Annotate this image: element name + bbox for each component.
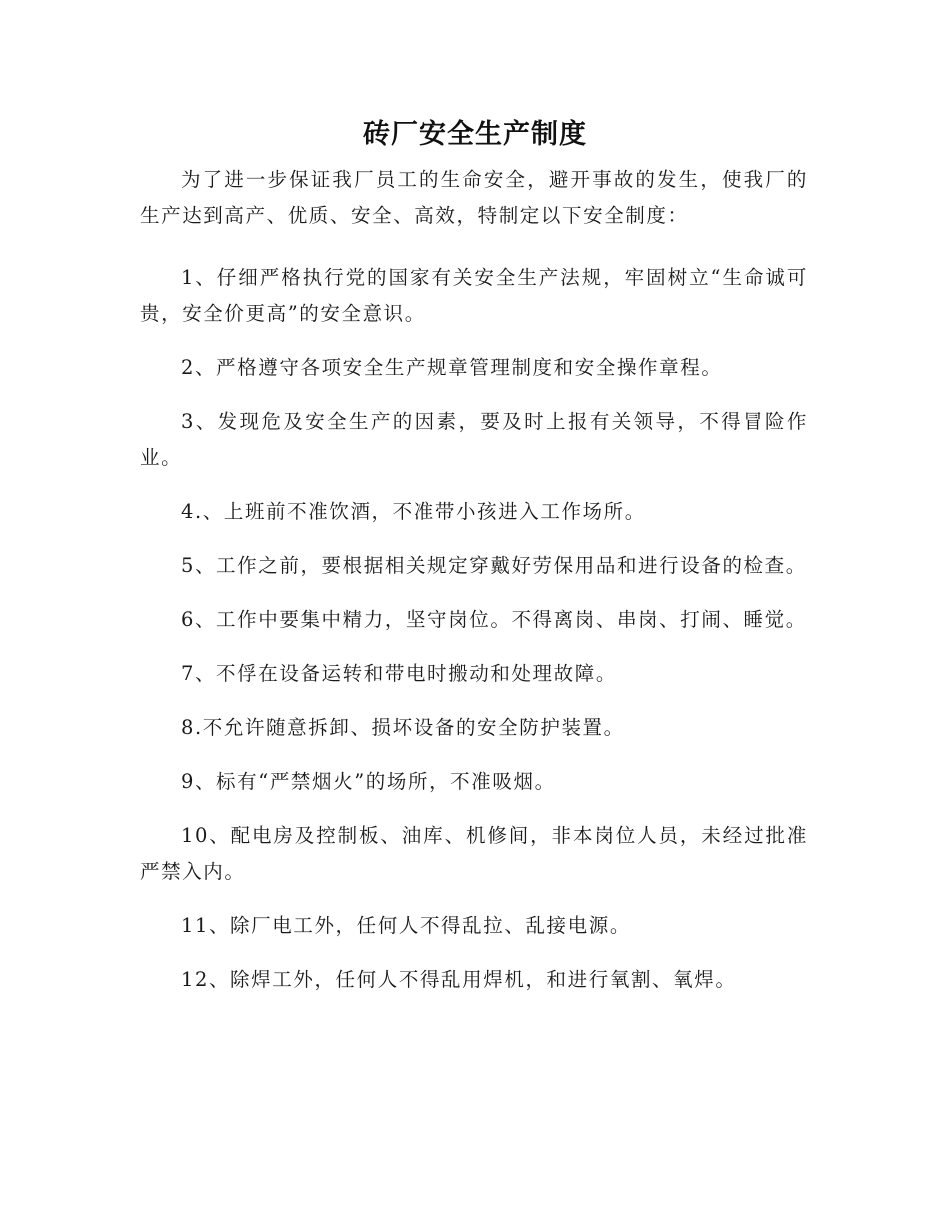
rule-paragraph-10: 10、配电房及控制板、油库、机修间，非本岗位人员，未经过批准严禁入内。 [140, 824, 808, 883]
document-title: 砖厂安全生产制度 [363, 119, 587, 150]
rule-paragraph-5: 5、工作之前，要根据相关规定穿戴好劳保用品和进行设备的检查。 [180, 554, 807, 577]
rule-paragraph-7: 7、不俘在设备运转和带电时搬动和处理故障。 [180, 662, 617, 685]
document-body [140, 162, 808, 1016]
rule-paragraph-4: 4.、上班前不准饮酒，不准带小孩进入工作场所。 [180, 500, 646, 523]
rule-paragraph-3: 3、发现危及安全生产的因素，要及时上报有关领导，不得冒险作业。 [140, 410, 808, 469]
intro-paragraph: 为了进一步保证我厂员工的生命安全，避开事故的发生，使我厂的生产达到高产、优质、安全、高效，特制定以下安全制度： [140, 168, 808, 227]
rule-paragraph-8: 8.不允许随意拆卸、损坏设备的安全防护装置。 [180, 716, 625, 739]
rule-paragraph-1: 1、仔细严格执行党的国家有关安全生产法规，牢固树立“生命诚可贵，安全价更高”的安全意识。 [140, 266, 808, 325]
rule-paragraph-2: 2、严格遵守各项安全生产规章管理制度和安全操作章程。 [180, 356, 723, 379]
rule-paragraph-9: 9、标有“严禁烟火”的场所，不准吸烟。 [180, 770, 556, 793]
rule-paragraph-11: 11、除厂电工外，任何人不得乱拉、乱接电源。 [180, 914, 631, 937]
rule-paragraph-12: 12、除焊工外，任何人不得乱用焊机，和进行氧割、氧焊。 [180, 968, 737, 991]
rule-paragraph-6: 6、工作中要集中精力，坚守岗位。不得离岗、串岗、打闹、睡觉。 [180, 608, 807, 631]
